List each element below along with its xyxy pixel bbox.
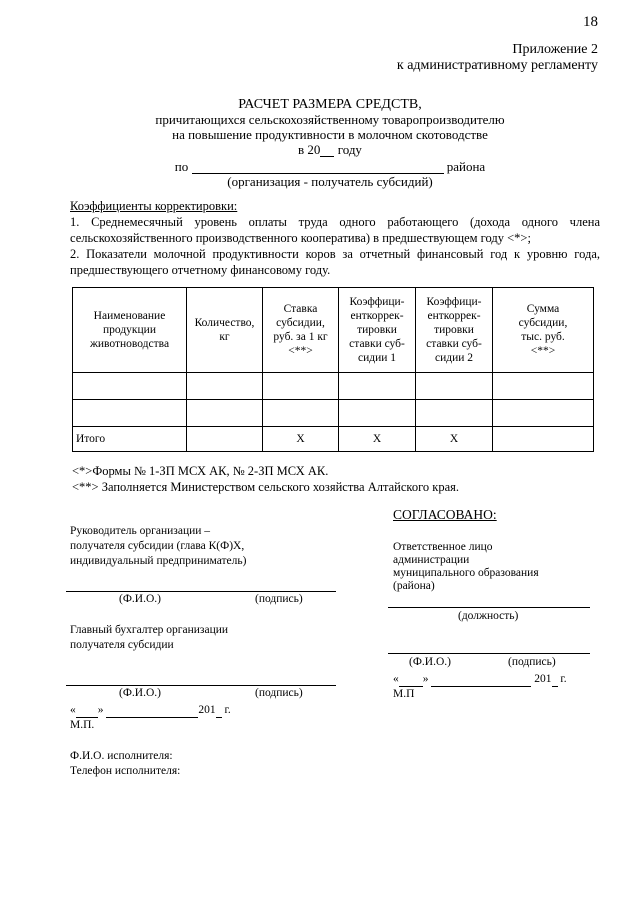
- year-blank: [320, 156, 334, 157]
- coefficients-heading: Коэффициенты корректировки:: [70, 199, 238, 213]
- total-sum[interactable]: [493, 427, 594, 452]
- municipal-signature-caption: (подпись): [508, 656, 556, 668]
- po-label: по: [174, 159, 189, 174]
- executor-fio-label: Ф.И.О. исполнителя:: [70, 750, 173, 762]
- coefficients-block: [70, 198, 600, 278]
- title-line-3: на повышение продуктивности в молочном скотоводстве: [172, 127, 488, 142]
- footnotes: [72, 463, 459, 495]
- left-month-blank[interactable]: [106, 717, 198, 718]
- total-coefficient-2: X: [416, 427, 493, 452]
- header-quantity: Количество, кг: [187, 288, 263, 373]
- head-signatory: [70, 524, 246, 569]
- head-line-3: индивидуальный предприниматель): [70, 555, 247, 567]
- right-year-blank[interactable]: [552, 686, 558, 687]
- table-cell[interactable]: [187, 373, 263, 400]
- table-row: [73, 373, 594, 400]
- header-coefficient-1: Коэффици- енткоррек- тировки ставки суб- сидии 1: [339, 288, 416, 373]
- head-fio-caption: (Ф.И.О.): [119, 593, 161, 605]
- table-row: [73, 400, 594, 427]
- table-cell[interactable]: [73, 400, 187, 427]
- year-suffix: году: [337, 142, 362, 157]
- total-coefficient-1: X: [339, 427, 416, 452]
- accountant-line-1: Главный бухгалтер организации: [70, 624, 229, 636]
- municipal-signature-line[interactable]: [388, 653, 590, 654]
- title-line-1: РАСЧЕТ РАЗМЕРА СРЕДСТВ,: [238, 97, 422, 112]
- header-product-name: Наименование продукции животноводства: [73, 288, 187, 373]
- footnote-1: <*>Формы № 1-ЗП МСХ АК, № 2-ЗП МСХ АК.: [72, 464, 329, 478]
- position-caption: (должность): [458, 610, 519, 622]
- table-cell[interactable]: [493, 400, 594, 427]
- title-district-line: [60, 159, 600, 174]
- left-date-line: « » 201 г.: [70, 704, 231, 716]
- right-date-line: « » 201 г.: [393, 673, 567, 685]
- document-title: [60, 97, 600, 189]
- table-cell[interactable]: [339, 373, 416, 400]
- table-cell[interactable]: [416, 400, 493, 427]
- municipal-line-3: муниципального образования: [393, 567, 539, 579]
- table-total-row: [73, 427, 594, 452]
- agreed-heading: СОГЛАСОВАНО:: [393, 507, 497, 522]
- page-number: 18: [583, 14, 598, 30]
- year-prefix: в 20: [298, 142, 321, 157]
- header-subsidy-sum: Сумма субсидии, тыс. руб. <**>: [493, 288, 594, 373]
- table-cell[interactable]: [263, 373, 339, 400]
- header-coefficient-2: Коэффици- енткоррек- тировки ставки суб- сидии 2: [416, 288, 493, 373]
- executor-phone-label: Телефон исполнителя:: [70, 765, 181, 777]
- table-header-row: [73, 288, 594, 373]
- title-line-2: причитающихся сельскохозяйственному товаропроизводителю: [155, 112, 505, 127]
- total-label: Итого: [73, 427, 187, 452]
- coefficient-item-1: 1. Среднемесячный уровень оплаты труда одного работающего (дохода одного члена сельскохозяйственного производственного кооператива) в предшествующем году <*>;: [70, 215, 600, 245]
- right-stamp-place: М.П: [393, 688, 415, 700]
- total-rate: X: [263, 427, 339, 452]
- left-stamp-place: М.П.: [70, 719, 95, 731]
- table-cell[interactable]: [263, 400, 339, 427]
- accountant-signature-caption: (подпись): [255, 687, 303, 699]
- right-month-blank[interactable]: [431, 686, 531, 687]
- table-cell[interactable]: [187, 400, 263, 427]
- accountant-fio-caption: (Ф.И.О.): [119, 687, 161, 699]
- footnote-2: <**> Заполняется Министерством сельского хозяйства Алтайского края.: [72, 480, 459, 494]
- left-year-blank[interactable]: [216, 717, 222, 718]
- accountant-signatory: [70, 623, 228, 653]
- table-cell[interactable]: [493, 373, 594, 400]
- rayon-label: района: [446, 159, 486, 174]
- accountant-line-2: получателя субсидии: [70, 639, 174, 651]
- coefficient-item-2: 2. Показатели молочной продуктивности коров за отчетный финансовый год к уровню года, предшествующего отчетному финансовому году.: [70, 247, 600, 277]
- municipal-fio-caption: (Ф.И.О.): [409, 656, 451, 668]
- municipal-line-1: Ответственное лицо: [393, 541, 493, 553]
- position-line[interactable]: [388, 607, 590, 608]
- table-cell[interactable]: [73, 373, 187, 400]
- municipal-line-2: администрации: [393, 554, 470, 566]
- head-line-1: Руководитель организации –: [70, 525, 211, 537]
- total-quantity[interactable]: [187, 427, 263, 452]
- municipal-line-4: (района): [393, 580, 435, 592]
- subsidy-table: [72, 287, 594, 452]
- header-subsidy-rate: Ставка субсидии, руб. за 1 кг <**>: [263, 288, 339, 373]
- head-signature-caption: (подпись): [255, 593, 303, 605]
- head-line-2: получателя субсидии (глава К(Ф)Х,: [70, 540, 245, 552]
- title-year-line: [60, 142, 600, 157]
- appendix-line-1: Приложение 2: [512, 42, 598, 57]
- appendix-line-2: к административному регламенту: [396, 58, 598, 73]
- municipal-signatory: [393, 541, 539, 593]
- appendix-caption: [397, 42, 598, 74]
- table-cell[interactable]: [416, 373, 493, 400]
- table-cell[interactable]: [339, 400, 416, 427]
- organization-caption: (организация - получатель субсидий): [227, 174, 433, 189]
